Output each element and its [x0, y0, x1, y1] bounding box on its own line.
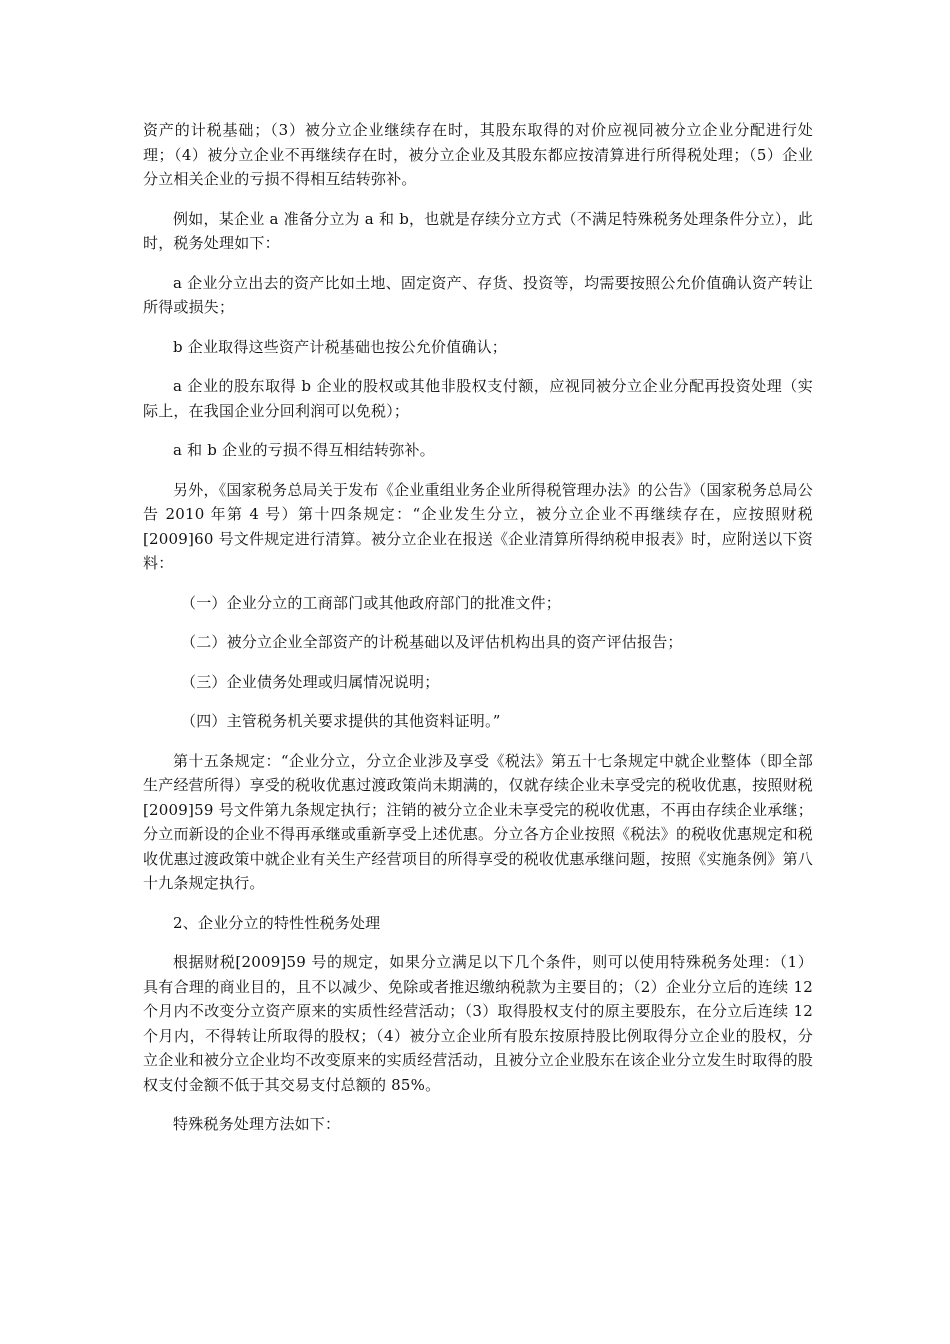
paragraph-special-conditions: 根据财税[2009]59 号的规定，如果分立满足以下几个条件，则可以使用特殊税务处理：（1）具有合理的商业目的，且不以减少、免除或者推迟缴纳税款为主要目的；（2）企业分立后的连续 12 个月内不改变分立资产原来的实质性经营活动；（3）取得股权支付的原主要股东，在分立后连续 12 个月内，不得转让所取得的股权；（4）被分立企业所有股东按原持股比例取得分立企业的股权，分立企业和被分立企业均不改变原来的实质经营活动，且被分立企业股东在该企业分立发生时取得的股权支付金额不低于其交易支付总额的 85%。 [143, 953, 813, 1094]
paragraph-special-methods: 特殊税务处理方法如下： [173, 1115, 341, 1133]
paragraph-asset-transfer: a 企业分立出去的资产比如土地、固定资产、存货、投资等，均需要按照公允价值确认资产转让所得或损失； [143, 273, 813, 316]
list-item-debt-handling: （三）企业债务处理或归属情况说明； [181, 672, 440, 691]
list-item-other-materials: （四）主管税务机关要求提供的其他资料证明。” [181, 712, 501, 730]
paragraph-tax-basis-b: b 企业取得这些资产计税基础也按公允价值确认； [173, 337, 507, 356]
paragraph-article-15: 第十五条规定：“企业分立，分立企业涉及享受《税法》第五十七条规定中就企业整体（即全部生产经营所得）享受的税收优惠过渡政策尚未期满的，仅就存续企业未享受完的税收优惠，按照财税[2009]59 号文件第九条规定执行；注销的被分立企业未享受完的税收优惠，不再由存续企业承继；分立而新设的企业不得再承继或重新享受上述优惠。分立各方企业按照《税法》的税收优惠规定和税收优惠过渡政策中就企业有关生产经营项目的所得享受的税收优惠承继问题，按照《实施条例》第八十九条规定执行。 [143, 751, 813, 892]
paragraph-example-intro: 例如，某企业 a 准备分立为 a 和 b，也就是存续分立方式（不满足特殊税务处理条件分立），此时，税务处理如下： [143, 209, 813, 252]
paragraph-announcement-article-14: 另外，《国家税务总局关于发布《企业重组业务企业所得税管理办法》的公告》（国家税务总局公告 2010 年第 4 号）第十四条规定：“企业发生分立，被分立企业不再继续存在，应按照财税[2009]60 号文件规定进行清算。被分立企业在报送《企业清算所得纳税申报表》时，应附送以下资料： [143, 480, 813, 572]
list-item-asset-appraisal: （二）被分立企业全部资产的计税基础以及评估机构出具的资产评估报告； [181, 633, 683, 651]
list-item-approval-documents: （一）企业分立的工商部门或其他政府部门的批准文件； [181, 593, 562, 612]
document-body [143, 118, 813, 1152]
paragraph-shareholder-equity: a 企业的股东取得 b 企业的股权或其他非股权支付额，应视同被分立企业分配再投资处理（实际上，在我国企业分回利润可以免税）； [143, 377, 813, 420]
paragraph-tax-basis-continued: 资产的计税基础；（3）被分立企业继续存在时，其股东取得的对价应视同被分立企业分配进行处理；（4）被分立企业不再继续存在时，被分立企业及其股东都应按清算进行所得税处理；（5）企业分立相关企业的亏损不得相互结转弥补。 [143, 121, 813, 188]
paragraph-loss-no-transfer: a 和 b 企业的亏损不得互相结转弥补。 [173, 441, 435, 459]
section-heading-special-treatment: 2、企业分立的特性性税务处理 [173, 913, 381, 932]
